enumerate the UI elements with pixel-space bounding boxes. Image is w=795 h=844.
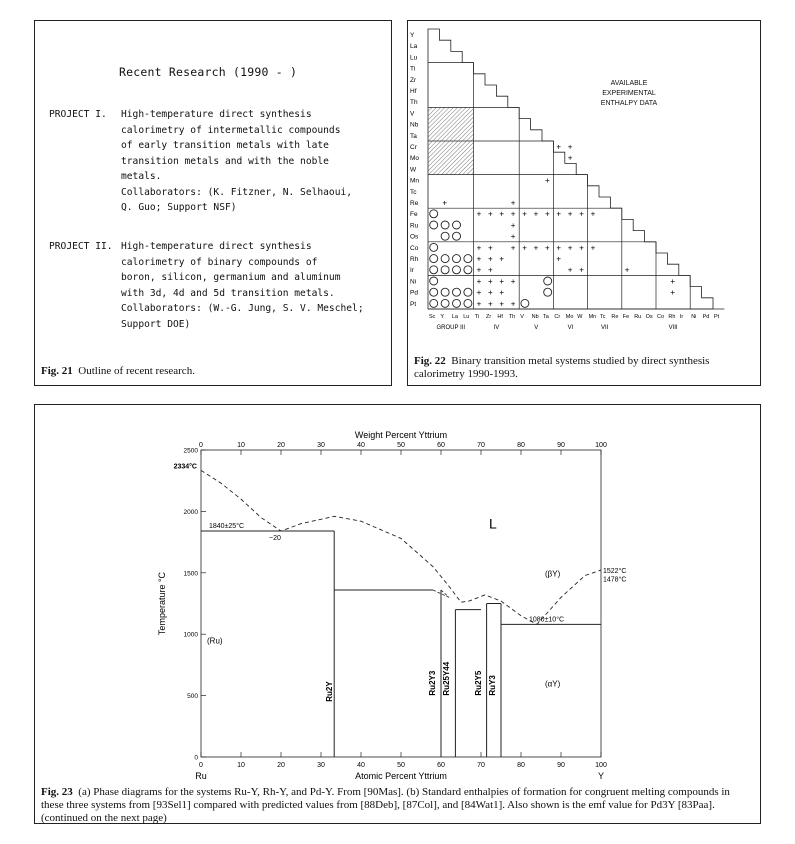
measured-circle-marker (441, 299, 449, 307)
plus-marker: + (488, 243, 493, 253)
plus-marker: + (670, 288, 676, 298)
col-label: Ir (679, 314, 684, 320)
plus-marker: + (567, 142, 573, 152)
plus-marker: + (510, 220, 516, 230)
measured-circle-marker (441, 255, 449, 263)
transition-metal-matrix (408, 21, 760, 351)
measured-circle-marker (464, 299, 472, 307)
plus-marker: + (488, 276, 493, 286)
project-1-line: Collaborators: (K. Fitzner, N. Selhaoui, (121, 186, 353, 198)
col-label: Cr (554, 314, 561, 320)
plus-marker: + (510, 243, 516, 253)
plus-marker: + (522, 243, 527, 253)
col-label: Mo (565, 314, 574, 320)
col-label: Y (440, 314, 445, 320)
measured-circle-marker (430, 255, 438, 263)
plus-marker: + (499, 209, 505, 219)
y-axis-title: Temperature °C (157, 571, 167, 636)
plus-marker: + (476, 288, 482, 298)
plus-marker: + (567, 153, 573, 163)
col-label: Ru (634, 314, 642, 320)
plus-marker: + (590, 209, 596, 219)
y-tick-label: 0 (194, 754, 198, 762)
alpha-y-label: (αY) (545, 679, 561, 689)
col-label: V (520, 314, 524, 320)
project-2-line: Collaborators: (W.-G. Jung, S. V. Meschel; (121, 303, 364, 314)
row-label: Fe (410, 211, 418, 219)
measured-circle-marker (453, 232, 461, 240)
row-label: Pt (410, 300, 417, 308)
group-label: VI (567, 325, 574, 331)
plus-marker: + (556, 209, 562, 219)
plus-marker: + (510, 232, 516, 242)
plus-marker: + (510, 276, 516, 286)
col-label: Co (657, 314, 665, 320)
group-label: IV (493, 325, 500, 331)
group-label: GROUP III (436, 325, 466, 331)
figure-22-caption (414, 355, 754, 381)
plus-marker: + (556, 254, 562, 264)
x-tick-label: 30 (317, 762, 325, 769)
plus-marker: + (556, 243, 562, 253)
plus-marker: + (670, 276, 676, 286)
row-label: Th (410, 99, 418, 107)
plus-marker: + (510, 209, 516, 219)
plus-marker: + (476, 299, 482, 309)
plus-marker: + (533, 243, 539, 253)
figure-23-caption-label: Fig. 23 (41, 786, 73, 798)
plus-marker: + (567, 209, 573, 219)
col-label: Tc (600, 314, 606, 320)
measured-circle-marker (441, 232, 449, 240)
measured-circle-marker (544, 288, 552, 296)
liquidus-curve (201, 470, 601, 624)
measured-circle-marker (430, 243, 438, 251)
col-label: Ni (691, 314, 697, 320)
project-2-line: Support DOE) (121, 318, 191, 330)
row-label: Ru (410, 222, 419, 230)
row-label: Mo (410, 155, 420, 163)
plus-marker: + (533, 209, 539, 219)
row-label: Mn (410, 177, 420, 185)
plot-frame (201, 450, 601, 757)
project-1-line: of early transition metals with late (121, 140, 329, 151)
measured-circle-marker (430, 221, 438, 229)
col-label: W (577, 314, 583, 320)
compound-label: Ru2Y3 (428, 670, 437, 696)
x-tick-label: 0 (199, 762, 203, 769)
project-1-text (121, 107, 352, 216)
plus-marker: + (442, 198, 448, 208)
figure-21-caption (41, 365, 195, 378)
y-tick-label: 2500 (183, 447, 198, 455)
plus-marker: + (579, 209, 584, 219)
x2-tick-label: 80 (517, 442, 525, 449)
plus-marker: + (590, 243, 596, 253)
x-tick-label: 50 (397, 762, 405, 769)
plus-marker: + (476, 209, 482, 219)
legend-line: ENTHALPY DATA (600, 100, 658, 107)
plus-marker: + (476, 243, 482, 253)
project-1-line: Q. Guo; Support NSF) (121, 202, 237, 213)
plus-marker: + (567, 265, 573, 275)
x-tick-label: 100 (595, 762, 607, 769)
col-label: Lu (463, 314, 470, 320)
right-end-label: Y (597, 771, 605, 781)
y-tick-label: 2000 (183, 508, 198, 516)
row-label: V (410, 110, 415, 118)
group-label: V (534, 325, 539, 331)
hatched-block (428, 107, 474, 141)
measured-circle-marker (430, 266, 438, 274)
figure-22-caption-text: Binary transition metal systems studied by direct synthesis calorimetry 1990-1993. (414, 355, 710, 380)
row-label: Ni (410, 278, 417, 286)
x2-tick-label: 20 (277, 442, 285, 449)
measured-circle-marker (430, 299, 438, 307)
row-label: Cr (410, 144, 417, 151)
row-label: Hf (410, 88, 417, 95)
plus-marker: + (476, 254, 482, 264)
measured-circle-marker (430, 277, 438, 285)
x-tick-label: 80 (517, 762, 525, 769)
plus-marker: + (522, 209, 527, 219)
annotation-1522: 1522°C (603, 568, 627, 576)
project-1-line: calorimetry of intermetallic compounds (121, 124, 341, 136)
y-tick-label: 1500 (183, 570, 198, 578)
ru-y-phase-diagram (35, 405, 760, 787)
liquid-region-label: L (489, 515, 497, 532)
project-1-line: transition metals and with the noble (121, 155, 329, 167)
x-tick-label: 40 (357, 762, 365, 769)
project-2-label: PROJECT II. (49, 241, 113, 252)
plus-marker: + (545, 209, 550, 219)
plus-marker: + (488, 288, 493, 298)
x2-tick-label: 0 (199, 442, 203, 449)
figure-22-caption-label: Fig. 22 (414, 355, 446, 367)
row-label: Y (410, 32, 415, 39)
figure-23-caption (41, 786, 753, 825)
row-label: Lu (410, 54, 418, 62)
plus-marker: + (499, 276, 505, 286)
row-label: Rh (410, 256, 419, 263)
compound-label: Ru25Y44 (442, 661, 451, 696)
row-label: W (410, 166, 417, 174)
project-2-line: calorimetry of binary compounds of (121, 256, 318, 268)
figure-23-panel (34, 404, 761, 824)
plus-marker: + (579, 243, 584, 253)
col-label: Rh (668, 314, 676, 320)
x-tick-label: 90 (557, 762, 565, 769)
row-label: Re (410, 200, 419, 207)
measured-circle-marker (453, 288, 461, 296)
x2-tick-label: 40 (357, 442, 365, 449)
project-1-line: metals. (121, 171, 162, 182)
compound-label: Ru2Y (325, 681, 335, 702)
plus-marker: + (499, 254, 505, 264)
row-label: Ir (410, 267, 414, 275)
plus-marker: + (476, 265, 482, 275)
annotation-1840: 1840±25°C (209, 523, 245, 531)
x-tick-label: 10 (237, 762, 245, 769)
col-label: Re (611, 314, 619, 320)
y-tick-label: 500 (187, 693, 198, 701)
col-label: Nb (531, 314, 539, 320)
project-1-label: PROJECT I. (49, 109, 107, 120)
plus-marker: + (579, 265, 584, 275)
row-label: Tc (410, 188, 417, 196)
measured-circle-marker (441, 221, 449, 229)
measured-circle-marker (464, 288, 472, 296)
col-label: Sc (429, 314, 436, 320)
plus-marker: + (510, 198, 516, 208)
col-label: Hf (497, 314, 503, 320)
dashed-boundary (441, 590, 449, 597)
row-label: Ti (410, 65, 416, 73)
x2-tick-label: 30 (317, 442, 325, 449)
row-label: Ta (410, 132, 417, 140)
row-label: Co (410, 244, 419, 252)
row-label: Os (410, 233, 419, 241)
x2-tick-label: 10 (237, 442, 245, 449)
measured-circle-marker (521, 299, 529, 307)
compound-label: RuY3 (488, 675, 497, 696)
project-1-line: High-temperature direct synthesis (121, 109, 312, 120)
plus-marker: + (488, 265, 493, 275)
measured-circle-marker (441, 266, 449, 274)
recent-research-title: Recent Research (1990 - ) (119, 65, 298, 79)
hatched-block (428, 141, 474, 175)
measured-circle-marker (453, 255, 461, 263)
col-label: Fe (622, 314, 630, 320)
measured-circle-marker (453, 299, 461, 307)
plus-marker: + (556, 142, 562, 152)
beta-y-label: (βY) (545, 569, 561, 579)
annotation-1478: 1478°C (603, 576, 627, 584)
group-label: VII (601, 325, 609, 331)
plus-marker: + (499, 288, 505, 298)
bottom-axis-title: Atomic Percent Yttrium (355, 771, 447, 781)
project-2-line: with 3d, 4d and 5d transition metals. (121, 287, 335, 299)
matrix-legend (574, 79, 684, 109)
col-label: La (451, 314, 458, 320)
col-label: Pt (714, 314, 720, 320)
project-2-text (121, 239, 364, 332)
ru-phase-label: (Ru) (207, 636, 223, 646)
measured-circle-marker (544, 277, 552, 285)
measured-circle-marker (441, 288, 449, 296)
measured-circle-marker (430, 288, 438, 296)
figure-21-panel (34, 20, 392, 386)
col-label: Mn (588, 314, 597, 320)
plus-marker: + (624, 265, 630, 275)
project-2-line: boron, silicon, germanium and aluminum (121, 272, 341, 283)
measured-circle-marker (453, 221, 461, 229)
x2-tick-label: 50 (397, 442, 405, 449)
col-label: Ta (543, 314, 549, 320)
measured-circle-marker (453, 266, 461, 274)
plus-marker: + (567, 243, 573, 253)
legend-line: AVAILABLE (610, 80, 648, 87)
compound-label: Ru2Y5 (474, 670, 483, 696)
col-label: Zr (486, 314, 492, 320)
col-label: Th (508, 314, 516, 320)
plus-marker: + (499, 299, 505, 309)
figure-21-caption-text: Outline of recent research. (78, 365, 195, 377)
row-label: Zr (410, 76, 417, 84)
x2-tick-label: 100 (595, 442, 607, 449)
x-tick-label: 70 (477, 762, 485, 769)
left-end-label: Ru (195, 771, 207, 781)
col-label: Ti (474, 314, 479, 320)
x2-tick-label: 70 (477, 442, 485, 449)
top-axis-title: Weight Percent Yttrium (354, 430, 448, 440)
plus-marker: + (545, 176, 550, 186)
col-label: Pd (702, 314, 710, 320)
row-label: La (410, 43, 418, 51)
row-label: Nb (410, 121, 419, 129)
plus-marker: + (488, 209, 493, 219)
figure-23-caption-text: (a) Phase diagrams for the systems Ru-Y, Rh-Y, and Pd-Y. From [90Mas]. (b) Standard enthalpies of formation for congruent melting compounds in these three systems from [93Sel1] compared with predicted values from [88Deb], [87Col], and [84Wat1]. Also shown is the emf value for Pd3Y [83Paa]. (continued on the next page) (41, 786, 730, 824)
measured-circle-marker (464, 266, 472, 274)
legend-line: EXPERIMENTAL (602, 90, 656, 97)
measured-circle-marker (464, 255, 472, 263)
annotation-1080: 1080±10°C (529, 616, 565, 624)
group-label: VIII (668, 325, 678, 331)
project-2-line: High-temperature direct synthesis (121, 241, 312, 252)
annotation-2334: 2334°C (173, 463, 197, 471)
figure-22-panel (407, 20, 761, 386)
x-tick-label: 60 (437, 762, 445, 769)
plus-marker: + (476, 276, 482, 286)
row-label: Pd (410, 289, 418, 297)
x-tick-label: 20 (277, 762, 285, 769)
plus-marker: + (545, 243, 550, 253)
plus-marker: + (488, 299, 493, 309)
x2-tick-label: 60 (437, 442, 445, 449)
x2-tick-label: 90 (557, 442, 565, 449)
measured-circle-marker (430, 210, 438, 218)
y-tick-label: 1000 (183, 631, 198, 639)
figure-21-caption-label: Fig. 21 (41, 365, 73, 377)
plus-marker: + (488, 254, 493, 264)
col-label: Os (645, 314, 653, 320)
annotation-20: ~20 (269, 535, 281, 543)
plus-marker: + (510, 299, 516, 309)
